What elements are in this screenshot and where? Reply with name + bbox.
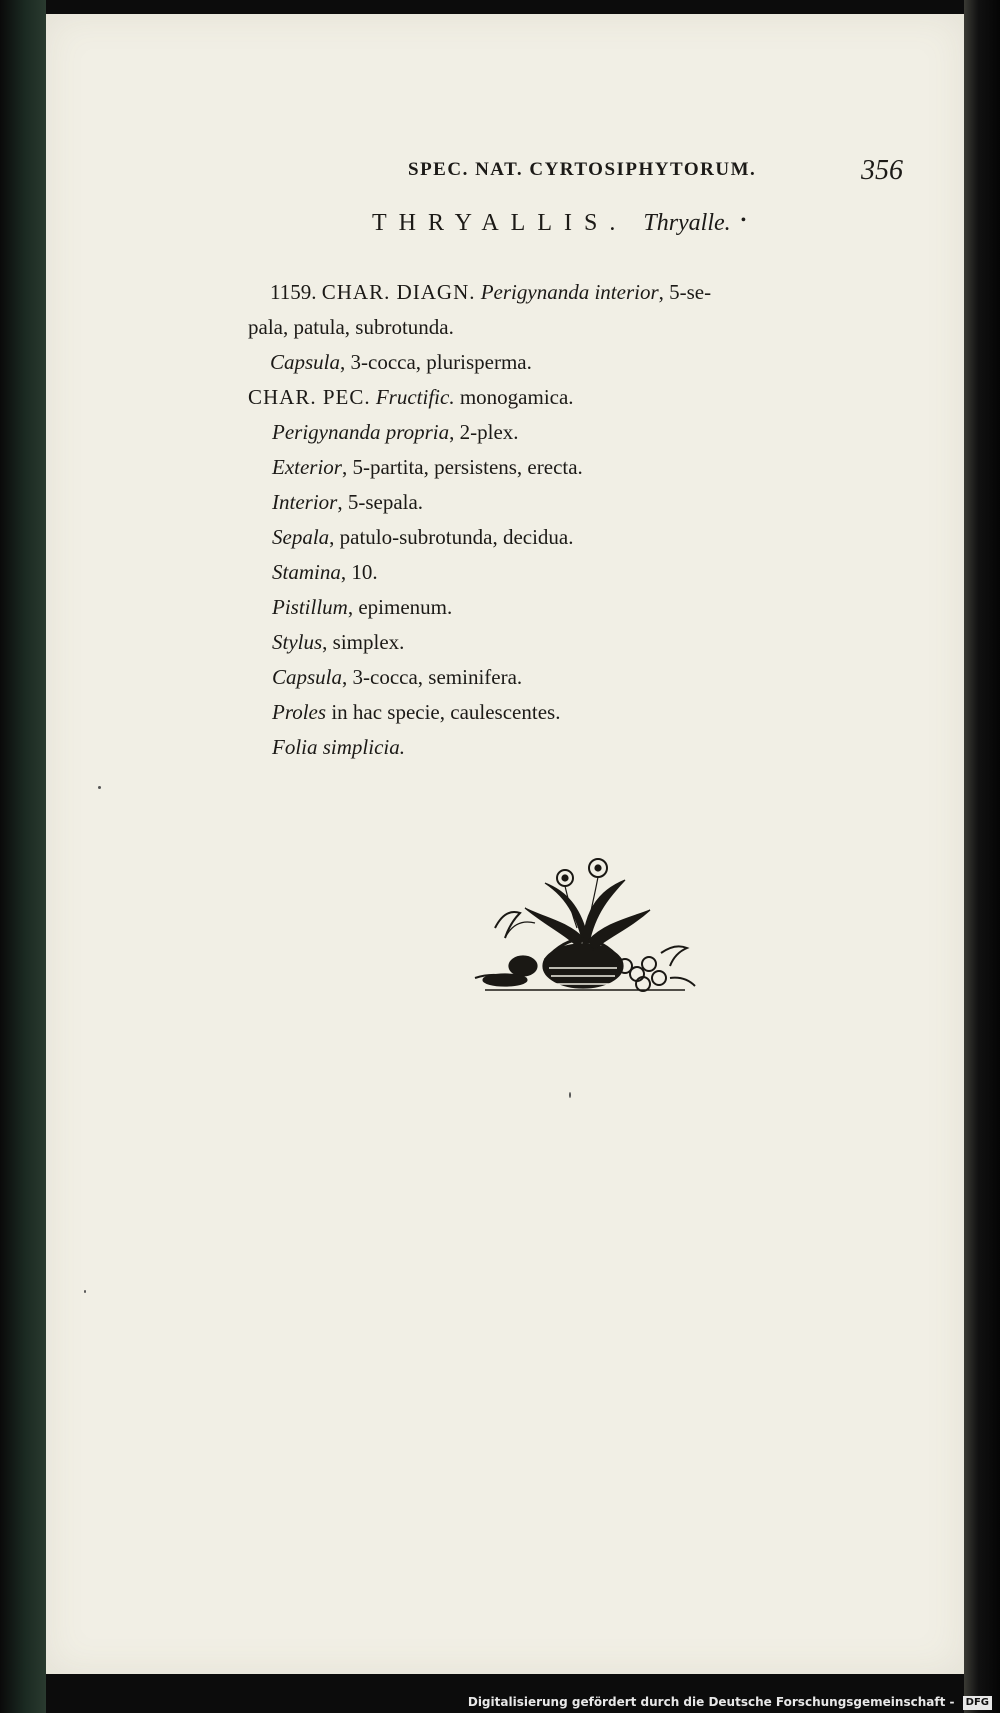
description: , epimenum. xyxy=(347,595,453,619)
term: Interior xyxy=(272,490,338,514)
term: Proles xyxy=(272,700,327,724)
description: , patulo-subrotunda, decidua. xyxy=(329,525,574,549)
text-line xyxy=(272,660,912,695)
text-line xyxy=(272,695,912,730)
text-line xyxy=(248,310,888,345)
description: pala, patula, subrotunda. xyxy=(248,315,454,339)
term: Capsula xyxy=(270,350,341,374)
book-page xyxy=(46,14,964,1674)
text-line xyxy=(272,730,912,765)
dfg-logo-icon: DFG xyxy=(963,1696,992,1710)
footer-text: Digitalisierung gefördert durch die Deutsche Forschungsgemeinschaft - xyxy=(467,1695,955,1709)
term: Perigynanda interior xyxy=(480,280,659,304)
term: Pistillum xyxy=(272,595,348,619)
text-line xyxy=(272,485,912,520)
book-binding-right xyxy=(964,0,1000,1713)
char-label: CHAR. PEC. xyxy=(248,385,371,409)
term: Folia simplicia. xyxy=(272,735,405,759)
genus-heading xyxy=(372,210,746,237)
term: Perigynanda propria xyxy=(272,420,450,444)
genus-common-name: Thryalle. xyxy=(643,210,731,236)
digitization-footer xyxy=(0,1691,1000,1713)
text-line xyxy=(272,450,912,485)
description: , 3-cocca, seminifera. xyxy=(342,665,523,689)
basket-vignette-icon xyxy=(465,848,701,1000)
text-line xyxy=(272,555,912,590)
term: Stylus xyxy=(272,630,323,654)
char-label: CHAR. DIAGN. xyxy=(321,280,476,304)
term: Exterior xyxy=(272,455,342,479)
text-line xyxy=(270,345,910,380)
text-line xyxy=(272,625,912,660)
term: Capsula xyxy=(272,665,343,689)
term: Fructific. xyxy=(375,385,455,409)
entry-number: 1159. xyxy=(270,280,317,304)
genus-name: THRYALLIS. xyxy=(372,210,628,236)
description: , 5-partita, persistens, erecta. xyxy=(341,455,583,479)
character-description xyxy=(248,275,910,765)
description: , simplex. xyxy=(322,630,405,654)
text-line xyxy=(272,415,912,450)
paper-speck xyxy=(84,1290,86,1293)
term: Sepala xyxy=(272,525,330,549)
genus-mark: • xyxy=(740,212,747,229)
running-head: SPEC. NAT. CYRTOSIPHYTORUM. xyxy=(408,159,757,180)
paper-speck xyxy=(98,786,101,789)
text-line xyxy=(272,590,912,625)
description: monogamica. xyxy=(454,385,574,409)
description: , 5-se- xyxy=(658,280,712,304)
description: , 5-sepala. xyxy=(337,490,424,514)
description: , 10. xyxy=(340,560,378,584)
book-binding-left xyxy=(0,0,46,1713)
description: , 2-plex. xyxy=(449,420,519,444)
text-line xyxy=(272,520,912,555)
term: Stamina xyxy=(272,560,341,584)
description: in hac specie, caulescentes. xyxy=(326,700,561,724)
paper-speck xyxy=(569,1092,571,1098)
text-line xyxy=(248,380,888,415)
page-number: 356 xyxy=(861,155,903,186)
description: , 3-cocca, plurisperma. xyxy=(340,350,532,374)
text-line xyxy=(270,275,910,310)
page-header xyxy=(408,155,908,195)
